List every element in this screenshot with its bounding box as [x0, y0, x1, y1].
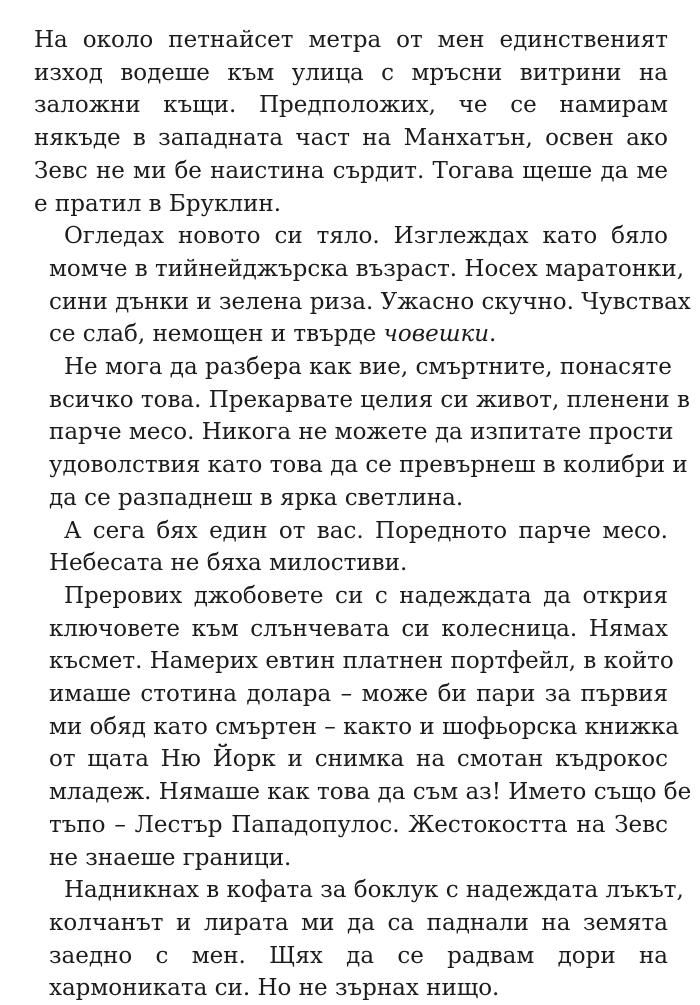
- text-line: заедно с мен. Щях да се радвам дори на: [49, 942, 668, 969]
- italic-word: човешки: [383, 321, 490, 348]
- text-line: ми обяд като смъртен – както и шофьорска книжка: [49, 713, 679, 740]
- text-line: ключовете към слънчевата си колесница. Нямах: [49, 615, 668, 642]
- text-line: изход водеше към улица с мръсни витрини на: [34, 59, 668, 86]
- text-line: [34, 318, 668, 351]
- text-line: тъпо – Лестър Пападопулос. Жестокостта на Зевс: [49, 811, 668, 838]
- paragraph-4: [34, 515, 668, 580]
- text-line: колчанът и лирата ми да са паднали на земята: [49, 909, 668, 936]
- text-line: удоволствия като това да се превърнеш в колибри и: [49, 452, 688, 479]
- text-line: Огледах новото си тяло. Изглеждах като бяло: [64, 223, 668, 250]
- text-line: от щата Ню Йорк и снимка на смотан къдрокос: [49, 746, 668, 773]
- text-line: А сега бях един от вас. Поредното парче месо.: [64, 517, 668, 544]
- text-line: момче в тийнейджърска възраст. Носех маратонки,: [49, 255, 685, 282]
- text-line: Надникнах в кофата за боклук с надеждата лъкът,: [64, 877, 684, 904]
- text-line: Не мога да разбера как вие, смъртните, понасяте: [64, 354, 672, 381]
- paragraph-3: [34, 351, 690, 515]
- text-line: заложни къщи. Предположих, че се намирам: [34, 92, 668, 119]
- paragraph-5: [34, 580, 692, 874]
- paragraph-6: [34, 874, 684, 1005]
- text-line: Небесата не бяха милостиви.: [49, 550, 408, 577]
- text-line: някъде в западната част на Манхатън, освен ако: [34, 125, 668, 152]
- text-line: Преровиx джобовете си с надеждата да открия: [64, 582, 668, 609]
- text-line: хармониката си. Но не зърнах нищо.: [49, 975, 500, 1002]
- text-line: имаше стотина долара – може би пари за първия: [49, 681, 668, 708]
- paragraph-1: [34, 24, 668, 220]
- text-line: не знаеше граници.: [49, 844, 292, 871]
- book-page: [34, 24, 692, 1005]
- text-line: Зевс не ми бе наистина сърдит. Тогава щеше да ме: [34, 157, 668, 184]
- text-fragment: се слаб, немощен и твърде: [49, 321, 384, 348]
- text-line: парче месо. Никога не можете да изпитате прости: [49, 419, 674, 446]
- text-line: късмет. Намерих евтин платнен портфейл, в който: [49, 648, 674, 675]
- text-line: младеж. Нямаше как това да съм аз! Името също бе: [49, 779, 692, 806]
- text-line: всичко това. Прекарвате целия си живот, пленени в: [49, 386, 690, 413]
- text-line: да се разпаднеш в ярка светлина.: [49, 484, 464, 511]
- text-fragment: .: [489, 321, 497, 348]
- text-line: На около петнайсет метра от мен единственият: [34, 27, 668, 53]
- text-line: сини дънки и зелена риза. Ужасно скучно. Чувствах: [49, 288, 691, 315]
- text-line: е пратил в Бруклин.: [34, 190, 282, 217]
- paragraph-2: [34, 220, 691, 351]
